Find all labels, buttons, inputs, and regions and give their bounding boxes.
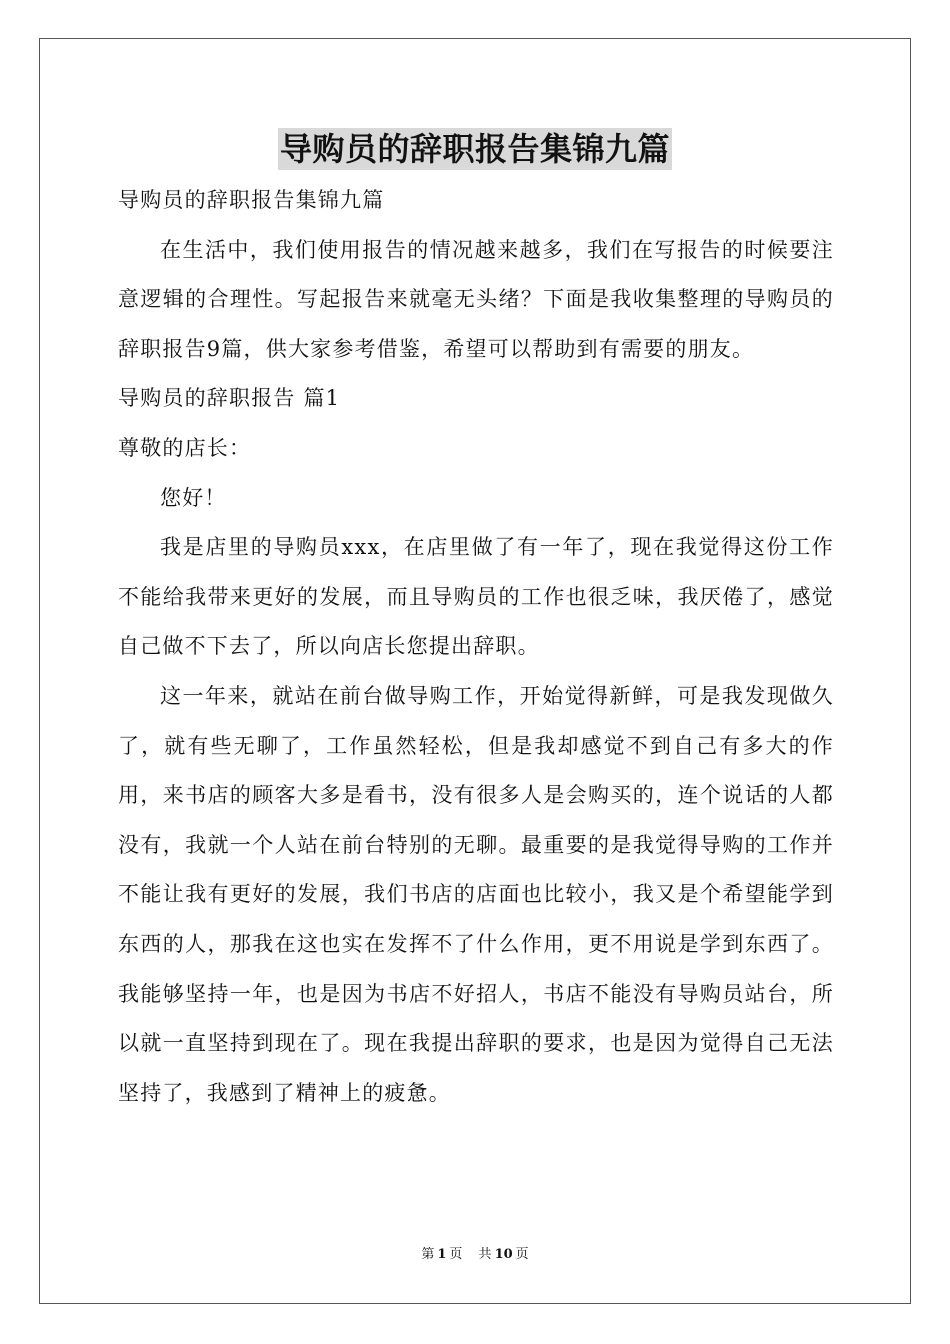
total-prefix: 共 <box>478 1247 492 1262</box>
title-container <box>0 128 950 170</box>
paragraph: 导购员的辞职报告集锦九篇 <box>118 188 385 212</box>
greeting: 您好！ <box>160 485 227 510</box>
document-body <box>118 176 834 1118</box>
current-page: 1 <box>437 1247 447 1262</box>
total-suffix: 页 <box>515 1247 529 1262</box>
page-total <box>476 1247 532 1262</box>
page-footer <box>0 1246 950 1264</box>
paragraph: 我是店里的导购员xxx，在店里做了有一年了，现在我觉得这份工作不能给我带来更好的发展，而且导购员的工作也很乏味，我厌倦了，感觉自己做不下去了，所以向店长您提出辞职。 <box>118 535 834 659</box>
section-heading: 导购员的辞职报告 篇1 <box>118 386 341 411</box>
document-title: 导购员的辞职报告集锦九篇 <box>279 130 670 168</box>
page-number <box>418 1247 465 1262</box>
total-pages: 10 <box>494 1247 513 1262</box>
salutation: 尊敬的店长： <box>118 435 252 460</box>
page-suffix: 页 <box>449 1247 463 1262</box>
paragraph: 这一年来，就站在前台做导购工作，开始觉得新鲜，可是我发现做久了，就有些无聊了，工作虽然轻松，但是我却感觉不到自己有多大的作用，来书店的顾客大多是看书，没有很多人是会购买的，连个说话的人都没有，我就一个人站在前台特别的无聊。最重要的是我觉得导购的工作并不能让我有更好的发展，我们书店的店面也比较小，我又是个希望能学到东西的人，那我在这也实在发挥不了什么作用，更不用说是学到东西了。我能够坚持一年，也是因为书店不好招人，书店不能没有导购员站台，所以就一直坚持到现在了。现在我提出辞职的要求，也是因为觉得自己无法坚持了，我感到了精神上的疲惫。 <box>118 683 834 1105</box>
page-prefix: 第 <box>421 1247 435 1262</box>
paragraph: 在生活中，我们使用报告的情况越来越多，我们在写报告的时候要注意逻辑的合理性。写起报告来就毫无头绪？下面是我收集整理的导购员的辞职报告9篇，供大家参考借鉴，希望可以帮助到有需要的朋友。 <box>118 237 834 361</box>
